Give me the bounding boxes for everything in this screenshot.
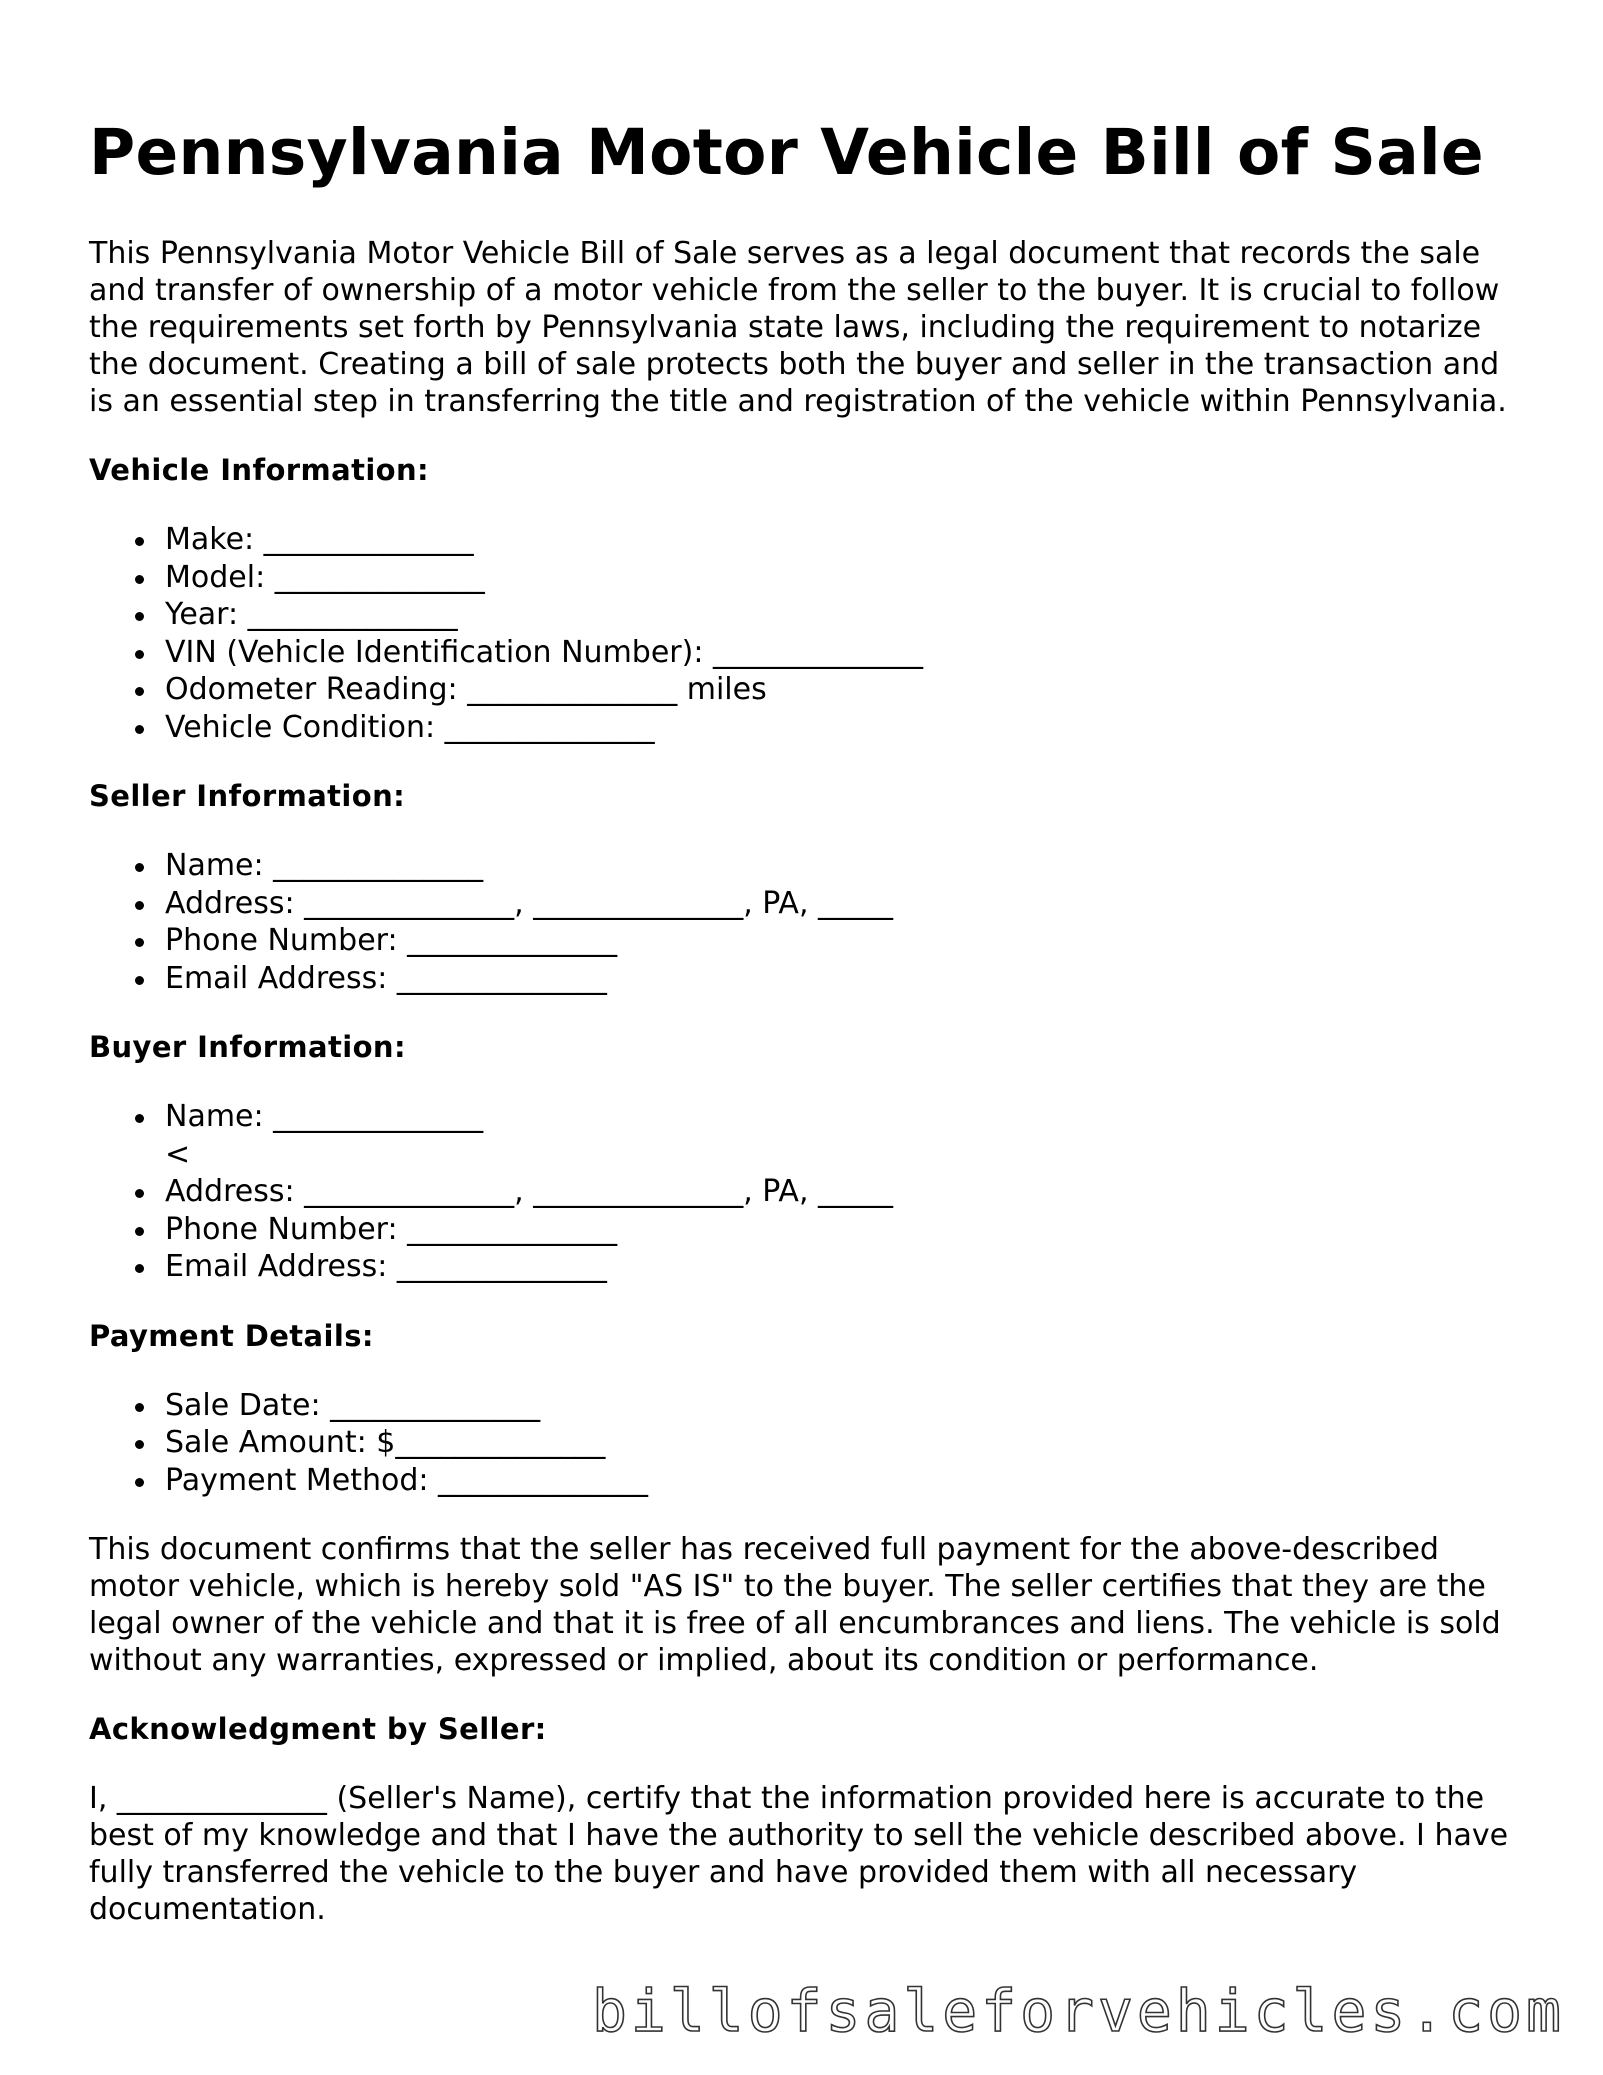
vehicle-year-field: Year: ______________ bbox=[165, 596, 1529, 634]
vehicle-info-heading: Vehicle Information: bbox=[89, 453, 430, 487]
buyer-name-text: Name: ______________ bbox=[165, 1099, 484, 1134]
document-page bbox=[89, 108, 1529, 1928]
sale-date-field: Sale Date: ______________ bbox=[165, 1387, 1529, 1425]
vehicle-info-list bbox=[89, 521, 1529, 746]
acknowledgment-paragraph: I, ______________ (Seller's Name), certify that the information provided here is accurate to the best of my knowledge and that I have the authority to sell the vehicle described above. I have fully transferred the vehicle to the buyer and have provided them with all necessary documentation. bbox=[89, 1781, 1509, 1927]
vehicle-condition-field: Vehicle Condition: ______________ bbox=[165, 709, 1529, 747]
vehicle-make-field: Make: ______________ bbox=[165, 521, 1529, 559]
vehicle-odometer-field: Odometer Reading: ______________ miles bbox=[165, 671, 1529, 709]
acknowledgment-heading: Acknowledgment by Seller: bbox=[89, 1712, 547, 1746]
document-title: Pennsylvania Motor Vehicle Bill of Sale bbox=[89, 116, 1484, 189]
intro-paragraph: This Pennsylvania Motor Vehicle Bill of Sale serves as a legal document that records the sale and transfer of ownership of a motor vehicle from the seller to the buyer. It is crucial to follow the requirements set forth by Pennsylvania state laws, including the requirement to notarize the document. Creating a bill of sale protects both the buyer and seller in the transaction and is an essential step in transferring the title and registration of the vehicle within Pennsylvania. bbox=[89, 236, 1507, 419]
buyer-name-field bbox=[165, 1098, 1529, 1173]
buyer-address-field: Address: ______________, ______________, PA, _____ bbox=[165, 1173, 1529, 1211]
buyer-info-heading: Buyer Information: bbox=[89, 1030, 406, 1064]
seller-address-field: Address: ______________, ______________, PA, _____ bbox=[165, 885, 1529, 923]
vehicle-model-field: Model: ______________ bbox=[165, 559, 1529, 597]
seller-name-field: Name: ______________ bbox=[165, 847, 1529, 885]
stray-character: < bbox=[165, 1136, 191, 1172]
vehicle-vin-field: VIN (Vehicle Identification Number): ______________ bbox=[165, 634, 1529, 672]
payment-details-heading: Payment Details: bbox=[89, 1318, 374, 1353]
site-watermark: billofsaleforvehicles.com bbox=[592, 1977, 1565, 2045]
buyer-phone-field: Phone Number: ______________ bbox=[165, 1211, 1529, 1249]
seller-email-field: Email Address: ______________ bbox=[165, 960, 1529, 998]
buyer-info-list bbox=[89, 1098, 1529, 1286]
payment-method-field: Payment Method: ______________ bbox=[165, 1462, 1529, 1500]
as-is-paragraph: This document confirms that the seller has received full payment for the above-described motor vehicle, which is hereby sold "AS IS" to the buyer. The seller certifies that they are the legal owner of the vehicle and that it is free of all encumbrances and liens. The vehicle is sold without any warranties, expressed or implied, about its condition or performance. bbox=[89, 1532, 1501, 1678]
seller-phone-field: Phone Number: ______________ bbox=[165, 922, 1529, 960]
payment-details-list bbox=[89, 1387, 1529, 1500]
buyer-email-field: Email Address: ______________ bbox=[165, 1248, 1529, 1286]
seller-info-heading: Seller Information: bbox=[89, 779, 406, 813]
seller-info-list bbox=[89, 847, 1529, 997]
sale-amount-field: Sale Amount: $______________ bbox=[165, 1424, 1529, 1462]
